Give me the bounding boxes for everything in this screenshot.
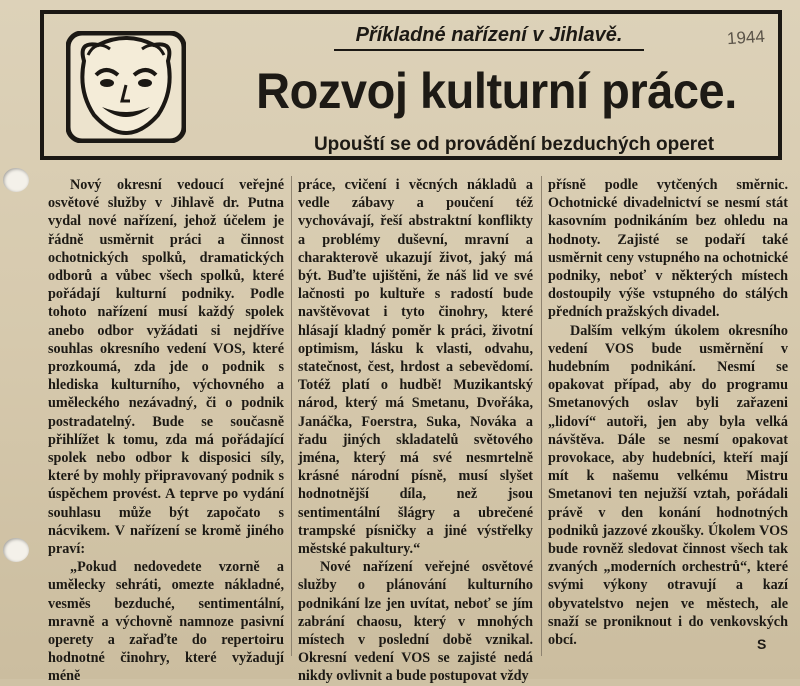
paragraph: „Pokud nedovedete vzorně a umělecky sehráti, omezte nákladné, vesměs bezduché, sentimentální, mravně a výchovně namnoze pasivní operety a zařaďte do repertoiru hodnotné činohry, které vyžadují méně	[48, 559, 284, 685]
handwritten-year: 1944	[726, 26, 766, 49]
article-headline: Rozvoj kulturní práce.	[256, 63, 737, 119]
paragraph: Dalším velkým úkolem okresního vedení VOS bude usměrnění v hudebním podnikání. Nesmí se opakovat případ, aby do programu Smetanových oslav byli zařazeni „lidoví“ autoři, jen aby byla velká návštěva. Dále se nesmí opakovat provokace, aby hudebníci, kteří mají mít k našemu velkému Mistru Smetanovi ten nejužší vztah, pořádali právě v den konání hodnotných podniků jazzové zkoušky. Úkolem VOS bude rovněž sledovat činnost všech tak zvaných „moderních orchestrů“, které svými výkony otravují a kazí obyvatelstvo nejen ve městech, ale snaží se proniknout i do venkovských obcí.	[548, 322, 788, 649]
article-subheadline: Upouští se od provádění bezduchých operet	[313, 134, 715, 155]
punch-hole	[3, 538, 29, 562]
paragraph: práce, cvičení i věcných nákladů a vedle zábavy a poučení též vychovávají, řeší abstraktní konflikty a problémy duševní, mravní a charakterově ukazují život, jaký má být. Buďte ujištěni, že náš lid ve své lačnosti po kultuře s radostí bude navštěvovat i tyto činohry, které hlásají kladný poměr k práci, životní optimism, lásku k vlasti, odvahu, statečnost, čest, hrdost a sebevědomí. Totéž platí o hudbě! Muzikantský národ, který má Smetanu, Dvořáka, Janáčka, Foerstra, Suka, Nováka a řadu jiných skladatelů světového jména, který má své nesmrtelně krásné národní písně, musí slyšet hodnotnější díla, než jsou sentimentální šlágry a ubrečené trampské písničky a jiné výstřelky městské pakultury.“	[298, 177, 533, 558]
article-column-2	[298, 176, 533, 686]
punch-hole	[3, 168, 29, 192]
column-divider	[541, 176, 542, 656]
article-column-3	[548, 176, 788, 649]
column-divider	[291, 176, 292, 656]
paragraph: přísně podle vytčených směrnic. Ochotnické divadelnictví se nesmí stát kasovním podnikáním bez ohledu na hodnoty. Zajisté se podaří také usměrnit ceny vstupného na ochotnické podniky, neboť v některých místech dostoupily výše vstupného do stálých předních pražských divadel.	[548, 177, 788, 321]
author-mark: S	[757, 636, 767, 652]
article-header	[40, 10, 782, 160]
article-kicker: Příkladné nařízení v Jihlavě.	[334, 24, 644, 51]
theatre-mask-icon	[66, 31, 186, 143]
article-column-1	[48, 176, 284, 686]
paragraph: Nové nařízení veřejné osvětové služby o plánování kulturního podnikání lze jen uvítat, neboť se jím zabrání chaosu, který v mnohých místech v poslední době vznikal. Okresní vedení VOS se zajisté nedá nikdy ovlivnit a bude postupovat vždy	[298, 559, 533, 685]
paragraph: Nový okresní vedoucí veřejné osvětové služby v Jihlavě dr. Putna vydal nové nařízení, jehož účelem je řádně usměrnit práci a činnost ochotnických spolků, dramatických odborů a vůbec všech spolků, které pořádají kulturní podniky. Podle tohoto nařízení musí každý spolek anebo odbor vyžádati si nejdříve souhlas okresního vedení VOS, které prozkoumá, zda jde o podnik s hlediska kulturního, výchovného a uměleckého nezávadný, či o podnik postradatelný. Bude se současně přihlížet k tomu, zda má pořádající spolek nebo odbor k disposici síly, které by mohly připravovaný podnik s úspěchem provést. A teprve po vydání souhlasu může být započato s nácvikem. V nařízení se kromě jiného praví:	[48, 177, 284, 558]
